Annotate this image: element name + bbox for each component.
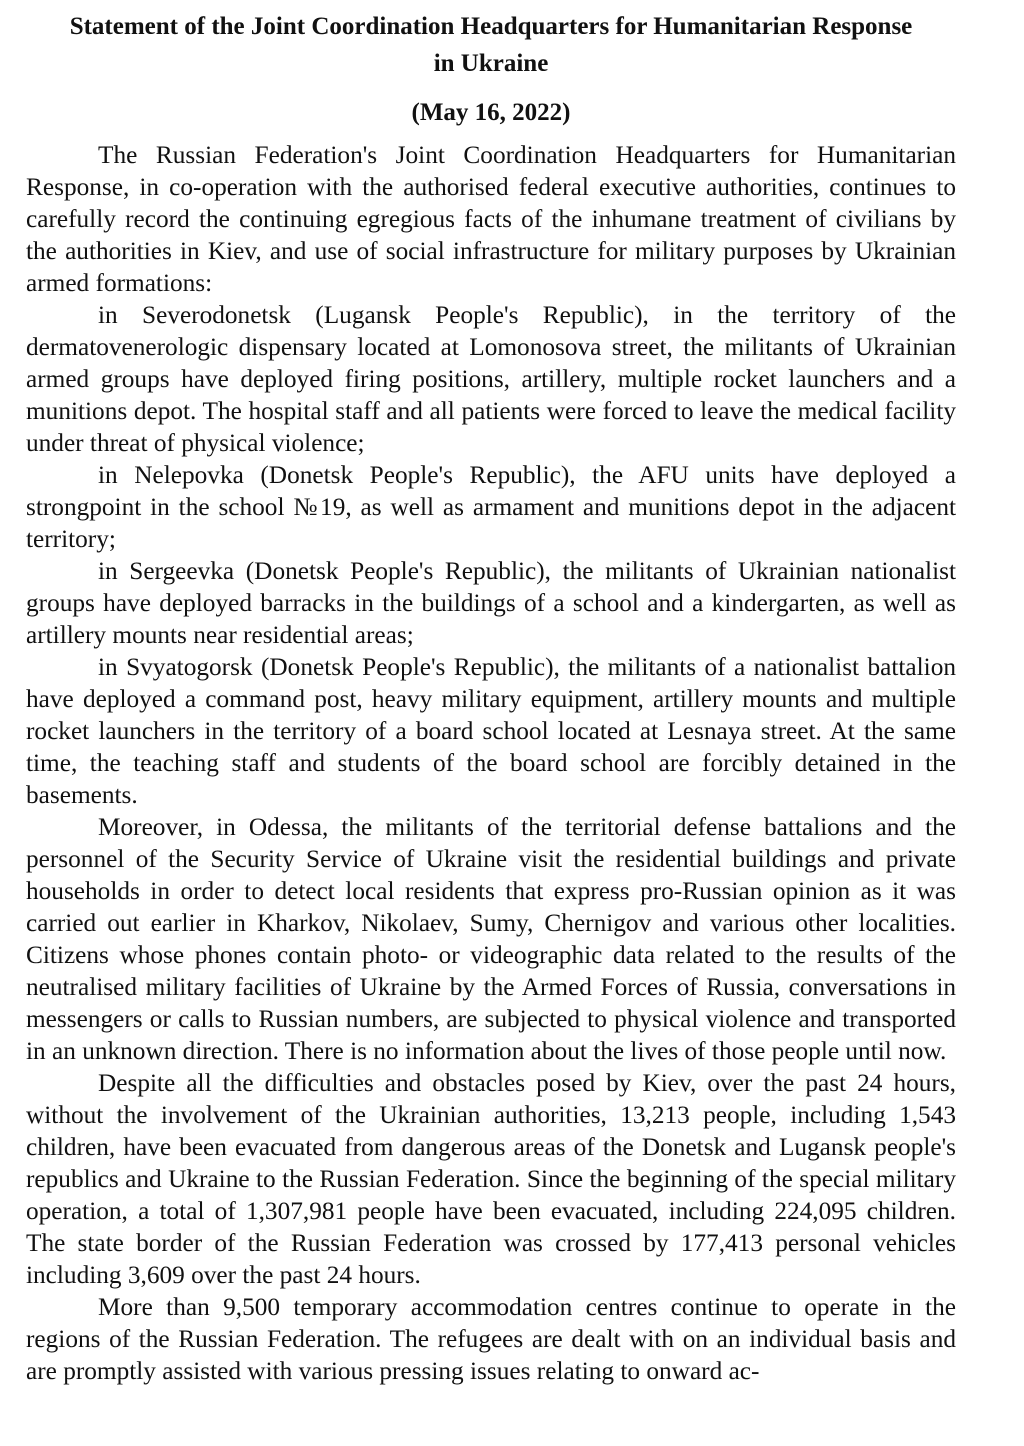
paragraph-odessa: Moreover, in Odessa, the militants of the territorial defense battalions and the personnel of the Security Service of Ukraine visit the residential buildings and private households in order to detect local residents that express pro-Russian opinion as it was carried out earlier in Kharkov, Nikolaev, Sumy, Chernigov and various other localities. Citizens whose phones contain photo- or videographic data related to the results of the neutralised military facilities of Ukraine by the Armed Forces of Russia, conversations in messengers or calls to Russian numbers, are subjected to physical violence and transported in an unknown direction. There is no information about the lives of those people until now. [26, 813, 956, 1065]
paragraph-evacuation: Despite all the difficulties and obstacles posed by Kiev, over the past 24 hours, without the involvement of the Ukrainian authorities, 13,213 people, including 1,543 children, have been evacuated from dangerous areas of the Donetsk and Lugansk people's republics and Ukraine to the Russian Federation. Since the beginning of the special military operation, a total of 1,307,981 people have been evacuated, including 224,095 children. The state border of the Russian Federation was crossed by 177,413 personal vehicles including 3,609 over the past 24 hours. [26, 1069, 956, 1289]
paragraph-svyatogorsk: in Svyatogorsk (Donetsk People's Republic), the militants of a nationalist battalion have deployed a command post, heavy military equipment, artillery mounts and multiple rocket launchers in the territory of a board school located at Lesnaya street. At the same time, the teaching staff and students of the board school are forcibly detained in the basements. [26, 653, 956, 809]
paragraph-intro: The Russian Federation's Joint Coordination Headquarters for Humanitarian Response, in co-operation with the authorised federal executive authorities, continues to carefully record the continuing egregious facts of the inhumane treatment of civilians by the authorities in Kiev, and use of social infrastructure for military purposes by Ukrainian armed formations: [26, 141, 956, 297]
document-title: Statement of the Joint Coordination Headquarters for Humanitarian Response in Ukraine [69, 13, 913, 77]
document-page [26, 8, 956, 1387]
paragraph-nelepovka: in Nelepovka (Donetsk People's Republic), the AFU units have deployed a strongpoint in the school №19, as well as armament and munitions depot in the adjacent territory; [26, 461, 956, 553]
paragraph-accommodation: More than 9,500 temporary accommodation centres continue to operate in the regions of the Russian Federation. The refugees are dealt with on an individual basis and are promptly assisted with various pressing issues relating to onward ac- [26, 1293, 956, 1385]
paragraph-severodonetsk: in Severodonetsk (Lugansk People's Republic), in the territory of the dermatovenerologic dispensary located at Lomonosova street, the militants of Ukrainian armed groups have deployed firing positions, artillery, multiple rocket launchers and a munitions depot. The hospital staff and all patients were forced to leave the medical facility under threat of physical violence; [26, 301, 956, 457]
paragraph-sergeevka: in Sergeevka (Donetsk People's Republic), the militants of Ukrainian nationalist groups have deployed barracks in the buildings of a school and a kindergarten, as well as artillery mounts near residential areas; [26, 557, 956, 649]
document-date: (May 16, 2022) [411, 99, 571, 126]
